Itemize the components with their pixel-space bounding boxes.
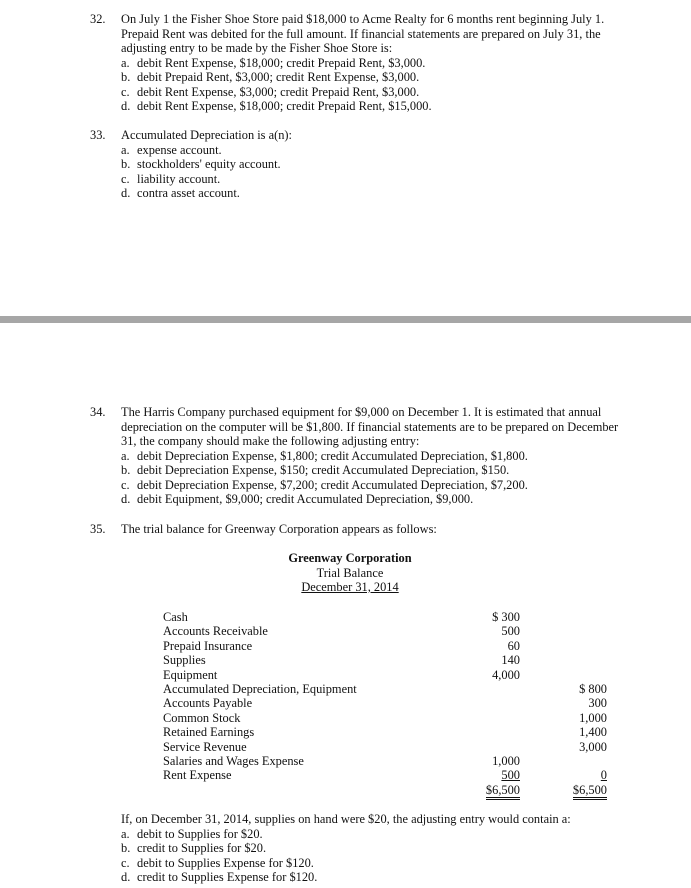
table-row: Supplies 140 <box>163 653 520 668</box>
option-b: b. credit to Supplies for $20. <box>121 841 267 855</box>
debit-total: $6,500 <box>486 783 520 800</box>
trial-balance-table <box>163 610 607 797</box>
question-stem: Accumulated Depreciation is a(n): <box>121 128 292 142</box>
option-a: a. debit to Supplies for $20. <box>121 826 263 841</box>
answer-options <box>121 449 626 507</box>
option-d: d. contra asset account. <box>121 186 240 200</box>
credit-total: $6,500 <box>573 783 607 800</box>
answer-options <box>121 143 626 201</box>
table-row: Prepaid Insurance 60 <box>163 638 520 653</box>
followup-stem: If, on December 31, 2014, supplies on hand were $20, the adjusting entry would contain a: <box>121 812 571 826</box>
company-name: Greenway Corporation <box>288 551 412 565</box>
option-c: c. debit to Supplies Expense for $120. <box>121 855 314 870</box>
totals-row <box>163 783 607 797</box>
table-row: Salaries and Wages Expense 1,000 <box>163 754 520 769</box>
table-row: Rent Expense 500 0 <box>163 768 607 783</box>
option-d: d. debit Equipment, $9,000; credit Accumulated Depreciation, $9,000. <box>121 492 474 506</box>
option-b: b. stockholders' equity account. <box>121 157 281 171</box>
question-number: 34. <box>90 405 106 419</box>
option-a: a. debit Rent Expense, $18,000; credit Prepaid Rent, $3,000. <box>121 55 426 70</box>
option-b: b. debit Prepaid Rent, $3,000; credit Rent Expense, $3,000. <box>121 70 420 84</box>
statement-date: December 31, 2014 <box>301 580 399 594</box>
table-row: Accounts Payable 300 <box>163 696 607 711</box>
answer-options <box>121 56 626 114</box>
table-row: Service Revenue 3,000 <box>163 739 607 754</box>
option-c: c. debit Rent Expense, $3,000; credit Prepaid Rent, $3,000. <box>121 84 420 99</box>
question-stem: The trial balance for Greenway Corporation appears as follows: <box>121 522 437 536</box>
option-c: c. debit Depreciation Expense, $7,200; credit Accumulated Depreciation, $7,200. <box>121 477 528 492</box>
page-divider <box>0 316 691 323</box>
statement-title: Trial Balance <box>316 565 384 580</box>
table-row: Cash $ 300 <box>163 610 520 624</box>
option-d: d. credit to Supplies Expense for $120. <box>121 870 318 884</box>
table-row: Accounts Receivable 500 <box>163 624 520 639</box>
option-d: d. debit Rent Expense, $18,000; credit Prepaid Rent, $15,000. <box>121 99 432 113</box>
answer-options <box>121 827 626 885</box>
option-a: a. debit Depreciation Expense, $1,800; credit Accumulated Depreciation, $1,800. <box>121 448 528 463</box>
question-stem: On July 1 the Fisher Shoe Store paid $18,000 to Acme Realty for 6 months rent beginning July 1. Prepaid Rent was debited for the full amount. If financial statements are prepared on July 31, the adjusting entry to be made by the Fisher Shoe Store is: <box>121 12 605 55</box>
table-row: Common Stock 1,000 <box>163 710 607 725</box>
question-stem: The Harris Company purchased equipment for $9,000 on December 1. It is estimated that annual depreciation on the computer will be $1,800. If financial statements are to be prepared on December 31, the company should make the following adjusting entry: <box>121 405 619 448</box>
option-c: c. liability account. <box>121 171 221 186</box>
trial-balance-heading <box>262 551 438 595</box>
option-a: a. expense account. <box>121 142 222 157</box>
table-row: Accumulated Depreciation, Equipment $ 800 <box>163 682 607 697</box>
table-row: Retained Earnings 1,400 <box>163 725 607 740</box>
question-number: 32. <box>90 12 106 26</box>
table-row: Equipment 4,000 <box>163 667 520 682</box>
question-number: 35. <box>90 522 106 536</box>
option-b: b. debit Depreciation Expense, $150; credit Accumulated Depreciation, $150. <box>121 463 510 477</box>
question-number: 33. <box>90 128 106 142</box>
